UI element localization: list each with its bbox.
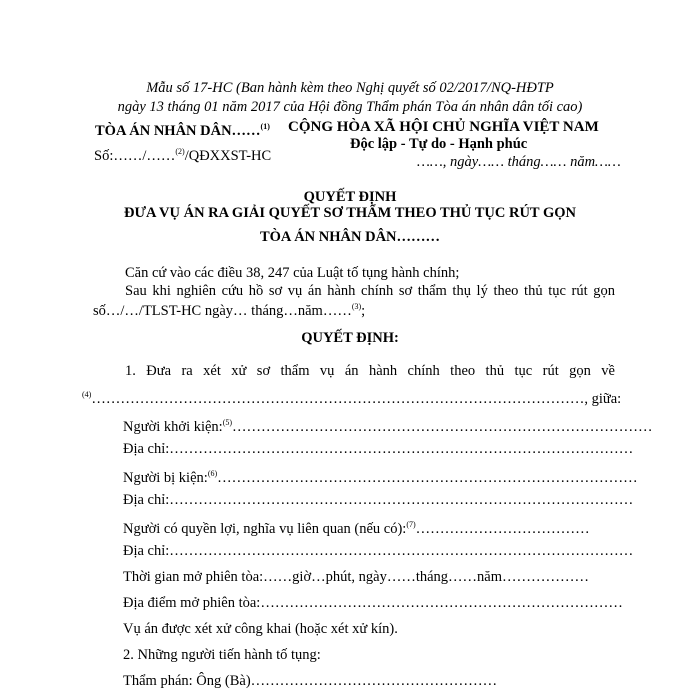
decision-number: Số:……/……$^{(2)}$/QĐXXST-HC — [94, 147, 272, 164]
related-party-line: Người có quyền lợi, nghĩa vụ liên quan (nếu có):$^{(7)}$……………………………… — [123, 520, 590, 537]
plaintiff-line: Người khởi kiện:$^{(5)}$…………………………………………………………………………… — [123, 418, 653, 435]
form-reference-line1: Mẫu số 17-HC (Ban hành kèm theo Nghị quyết số 02/2017/NQ-HĐTP — [146, 80, 554, 96]
footnote-marker: (1) — [260, 122, 270, 131]
defendant-line: Người bị kiện:$^{(6)}$…………………………………………………………………………… — [123, 469, 638, 486]
decision-heading: QUYẾT ĐỊNH: — [301, 330, 399, 346]
hearing-time: Thời gian mở phiên tòa:……giờ…phút, ngày……tháng……năm……………… — [123, 569, 590, 585]
plaintiff-address: Địa chỉ:…………………………………………………………………………………… — [123, 441, 634, 457]
footnote-marker: (2) — [175, 147, 185, 156]
footnote-marker: (5) — [222, 418, 233, 427]
legal-basis: Căn cứ vào các điều 38, 247 của Luật tố tụng hành chính; — [125, 265, 460, 281]
document-title: QUYẾT ĐỊNH — [303, 189, 397, 205]
republic-title: CỘNG HÒA XÃ HỘI CHỦ NGHĨA VIỆT NAM — [288, 119, 599, 135]
item2-heading: 2. Những người tiến hành tố tụng: — [123, 647, 321, 663]
research-statement-line1: Sau khi nghiên cứu hồ sơ vụ án hành chính sơ thẩm thụ lý theo thủ tục rút gọn — [125, 283, 615, 299]
defendant-address: Địa chỉ:…………………………………………………………………………………… — [123, 492, 634, 508]
footnote-marker: (3) — [351, 302, 362, 311]
place-date-line: ……, ngày…… tháng…… năm…… — [417, 154, 621, 170]
footnote-marker: (6) — [207, 469, 218, 478]
national-motto: Độc lập - Tự do - Hạnh phúc — [350, 136, 528, 152]
footnote-marker: (4) — [82, 390, 92, 399]
issuing-court: TÒA ÁN NHÂN DÂN……… — [259, 229, 441, 245]
document-subtitle: ĐƯA VỤ ÁN RA GIẢI QUYẾT SƠ THẨM THEO THỦ TỤC RÚT GỌN — [123, 205, 576, 221]
item1-line2: $^{(4)}$…………………………………………………………………………………………, giữa: — [82, 390, 622, 407]
public-trial-note: Vụ án được xét xử công khai (hoặc xét xử kín). — [123, 621, 398, 637]
judge-line: Thẩm phán: Ông (Bà)…………………………………………… — [123, 673, 498, 689]
form-reference-line2: ngày 13 tháng 01 năm 2017 của Hội đồng Thẩm phán Tòa án nhân dân tối cao) — [117, 99, 583, 115]
footnote-marker: (7) — [406, 520, 416, 529]
related-party-address: Địa chỉ:…………………………………………………………………………………… — [123, 543, 634, 559]
research-statement-line2: số…/…/TLST-HC ngày… tháng…năm……$^{(3)}$; — [93, 302, 366, 319]
hearing-place: Địa điểm mở phiên tòa:………………………………………………………………… — [123, 595, 623, 611]
item1-line1: 1. Đưa ra xét xử sơ thẩm vụ án hành chính theo thủ tục rút gọn về — [125, 363, 615, 379]
court-name: TÒA ÁN NHÂN DÂN……$^{(1)}$ — [95, 122, 270, 139]
